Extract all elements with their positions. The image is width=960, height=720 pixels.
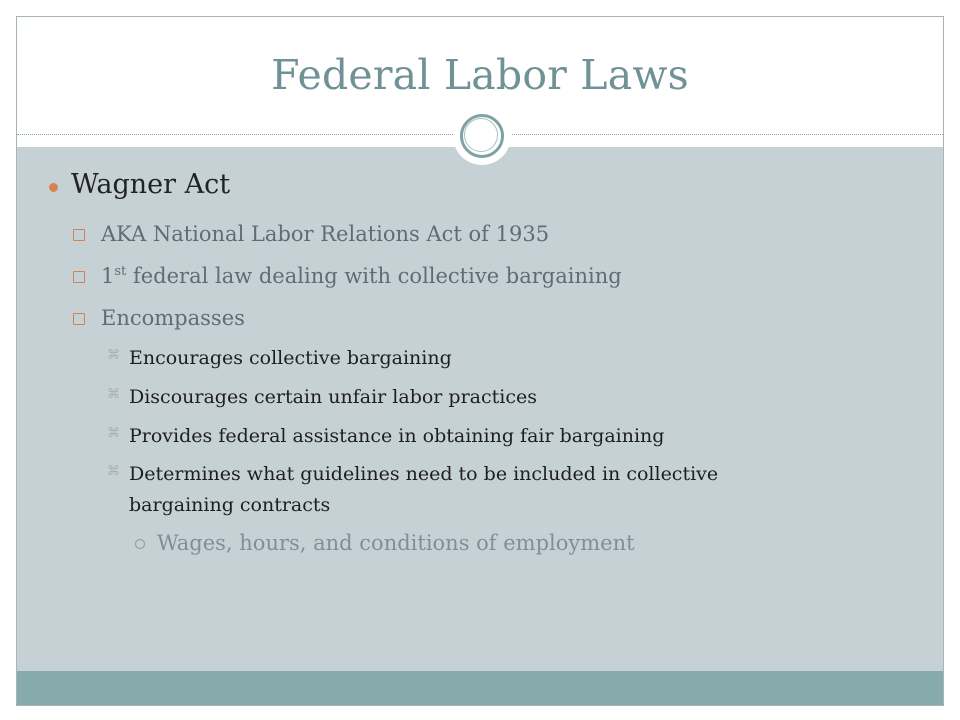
sub-sub-bullet-determines [107, 463, 719, 485]
sub-sub-bullet-text-line2: bargaining contracts [129, 494, 331, 516]
square-bullet-icon [73, 229, 85, 241]
sub-bullet-text: Encompasses [101, 306, 245, 330]
sub-sub-bullet-text: Provides federal assistance in obtaining fair bargaining [129, 425, 665, 447]
footer-band [17, 671, 943, 705]
bullet-text: Wagner Act [71, 169, 231, 200]
square-bullet-icon [73, 271, 85, 283]
cross-bullet-icon: ⌘ [107, 464, 120, 479]
ordinal-suffix: st [114, 264, 127, 279]
sub-bullet-text: federal law dealing with collective bargaining [126, 264, 622, 288]
circle-emblem-icon [453, 107, 511, 165]
sub-bullet-aka [101, 222, 549, 246]
dot-bullet-icon [49, 183, 58, 192]
sub-sub-bullet-text: Encourages collective bargaining [129, 347, 452, 369]
circle-bullet-icon [135, 539, 145, 549]
sub-sub-bullet-discourages [107, 386, 537, 408]
ring-inner [464, 118, 498, 152]
sub-sub-bullet-determines-cont [129, 494, 330, 516]
cross-bullet-icon: ⌘ [107, 348, 120, 363]
level4-bullet-wages [157, 531, 635, 555]
cross-bullet-icon: ⌘ [107, 387, 120, 402]
sub-sub-bullet-encourages [107, 347, 452, 369]
sub-sub-bullet-provides [107, 425, 665, 447]
square-bullet-icon [73, 313, 85, 325]
bullet-wagner-act [71, 169, 230, 200]
sub-sub-bullet-text-line1: Determines what guidelines need to be included in collective [129, 463, 719, 485]
cross-bullet-icon: ⌘ [107, 426, 120, 441]
slide-title: Federal Labor Laws [271, 51, 689, 99]
ordinal-number: 1 [101, 264, 115, 288]
sub-sub-bullet-text: Discourages certain unfair labor practices [129, 386, 537, 408]
slide [16, 16, 944, 706]
sub-bullet-encompasses [101, 306, 245, 330]
level4-bullet-text: Wages, hours, and conditions of employment [157, 531, 635, 555]
sub-bullet-text: AKA National Labor Relations Act of 1935 [101, 222, 550, 246]
sub-bullet-first-law [101, 264, 622, 288]
